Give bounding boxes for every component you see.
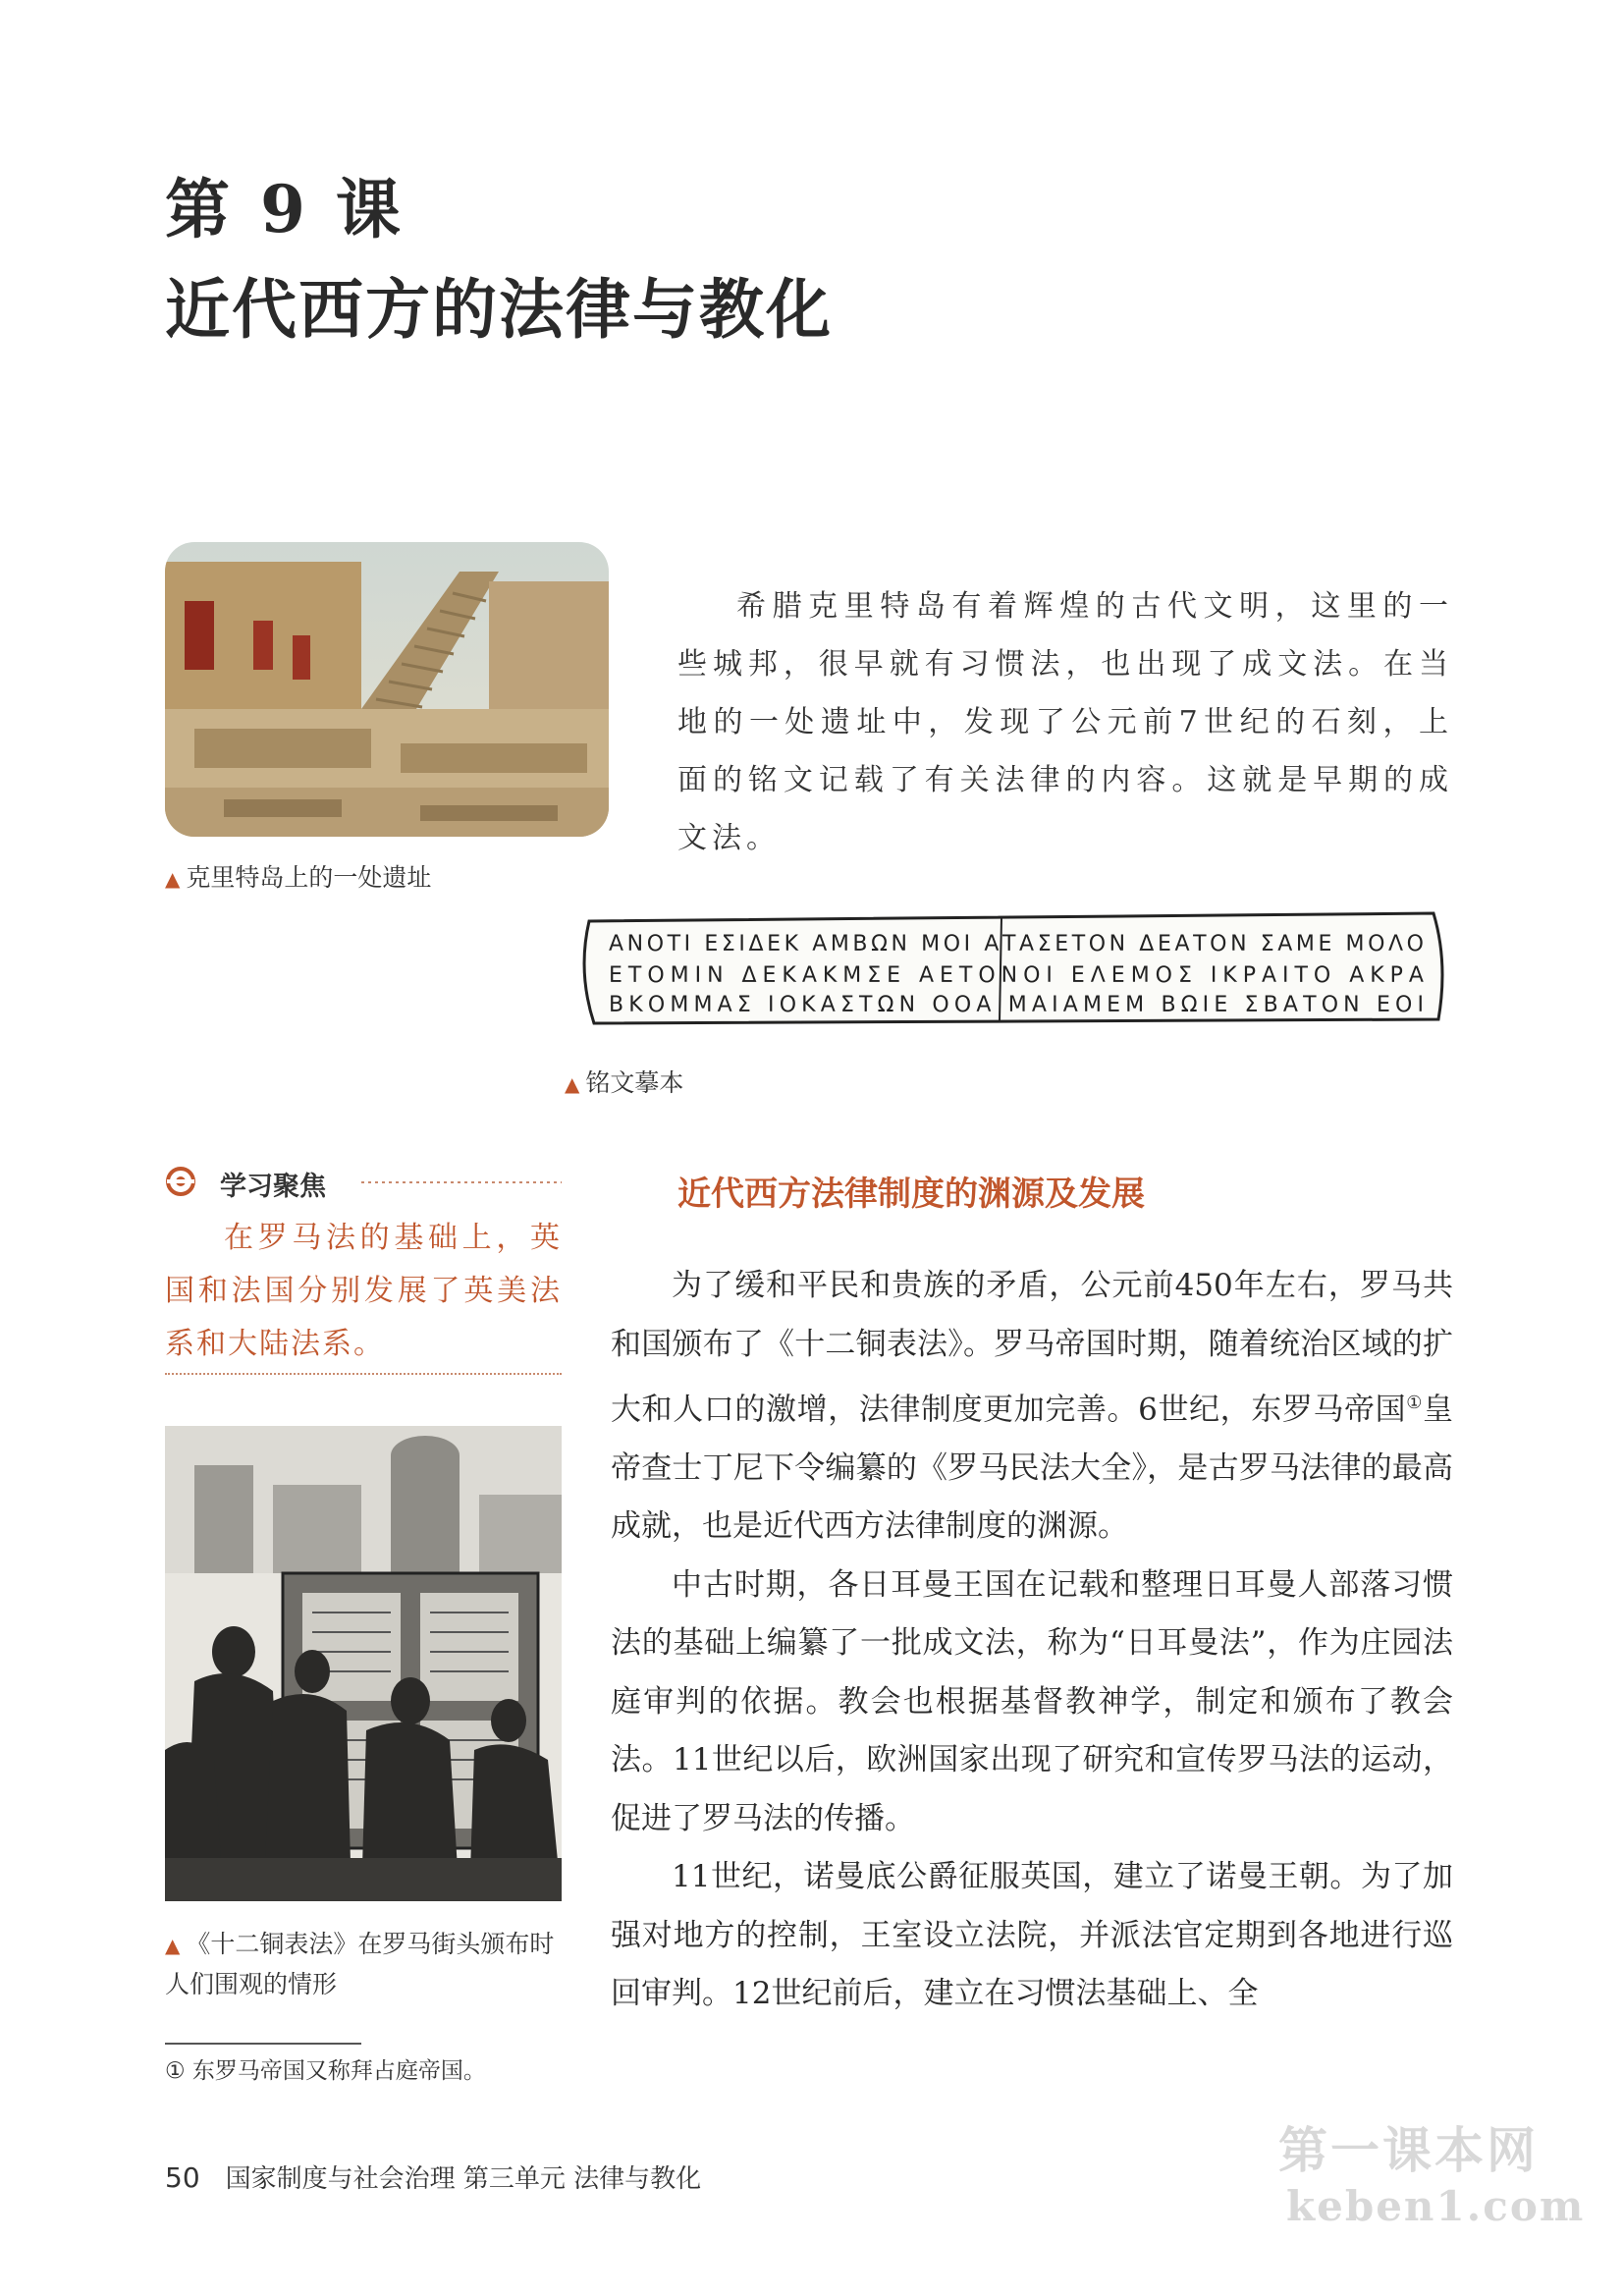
focus-label: 学习聚焦 xyxy=(220,1172,326,1202)
paragraph-2: 中古时期，各日耳曼王国在记载和整理日耳曼人部落习惯法的基础上编纂了一批成文法，称为“日耳曼法”，作为庄园法庭审判的依据。教会也根据基督教神学，制定和颁布了教会法。11世纪以后，欧洲国家出现了研究和宣传罗马法的运动，促进了罗马法的传播。 xyxy=(611,1566,1453,1836)
inscription-copy xyxy=(569,903,1453,1031)
footer-text: 国家制度与社会治理 第三单元 法律与教化 xyxy=(225,2164,702,2194)
focus-text: 在罗马法的基础上，英国和法国分别发展了英美法系和大陆法系。 xyxy=(165,1221,562,1361)
lesson-title: 近代西方的法律与教化 xyxy=(165,271,833,348)
footnote: ① 东罗马帝国又称拜占庭帝国。 xyxy=(165,2058,486,2084)
footnote-marker[interactable]: ① xyxy=(1406,1393,1423,1413)
crete-photo-caption: ▲ 克里特岛上的一处遗址 xyxy=(165,863,432,892)
paragraph-3: 11世纪，诺曼底公爵征服英国，建立了诺曼王朝。为了加强对地方的控制，王室设立法院，并派法官定期到各地进行巡回审判。12世纪前后，建立在习惯法基础上、全 xyxy=(611,1859,1453,2012)
section-heading: 近代西方法律制度的渊源及发展 xyxy=(677,1175,1145,1214)
page-number: 50 xyxy=(165,2161,200,2194)
watermark-site-name: 第一课本网 xyxy=(1278,2122,1539,2179)
triangle-up-icon: ▲ xyxy=(165,1934,181,1957)
inscription-row-3: ΒΚΟΜΜΑΣ ΙΟΚΑΣΤΩΝ ΟΟΑ ΜΑΙΑΜΕΜ ΒΩΙΕ ΣΒΑΤΟΝ ΕΟΙ xyxy=(609,993,1425,1017)
footnote-rule xyxy=(165,2043,361,2045)
section-body xyxy=(611,1257,1453,2024)
paragraph-1: 为了缓和平民和贵族的矛盾，公元前450年左右，罗马共和国颁布了《十二铜表法》。罗马帝国时期，随着统治区域的扩大和人口的激增，法律制度更加完善。6世纪，东罗马帝国①皇帝查士丁尼下令编纂的《罗马民法大全》，是古罗马法律的最高成就，也是近代西方法律制度的渊源。 xyxy=(611,1268,1453,1545)
divider xyxy=(165,1373,562,1375)
intro-paragraph: 希腊克里特岛有着辉煌的古代文明，这里的一些城邦，很早就有习惯法，也出现了成文法。在当地的一处遗址中，发现了公元前7世纪的石刻，上面的铭文记载了有关法律的内容。这就是早期的成文法。 xyxy=(677,589,1453,855)
inscription-caption: ▲ 铭文摹本 xyxy=(565,1068,684,1097)
inscription-row-2: ΕΤΟΜΙΝ ΔΕΚΑΚΜΣΕ ΑΕΤΟΝΟΙ ΕΛΕΜΟΣ ΙΚΡΑΙΤΟ ΑΚΡΑ xyxy=(609,963,1424,988)
lesson-number: 第 9 课 xyxy=(165,171,405,247)
target-icon xyxy=(167,1169,194,1194)
triangle-up-icon: ▲ xyxy=(565,1072,580,1096)
twelve-tables-etching xyxy=(165,1426,562,1901)
watermark-url: keben1.com xyxy=(1286,2182,1586,2230)
etching-caption: ▲ 《十二铜表法》在罗马街头颁布时人们围观的情形 xyxy=(165,1930,555,1998)
page-footer xyxy=(165,2159,701,2195)
inscription-row-1: ΑΝΟΤΙ ΕΣΙΔΕΚ ΑΜΒΩΝ ΜΟΙ ΑΤΑΣΕΤΟΝ ΔΕΑΤΟΝ ΣΑΜΕ ΜΟΛΟ xyxy=(609,932,1424,957)
triangle-up-icon: ▲ xyxy=(165,867,181,891)
crete-ruins-photo xyxy=(165,542,609,837)
